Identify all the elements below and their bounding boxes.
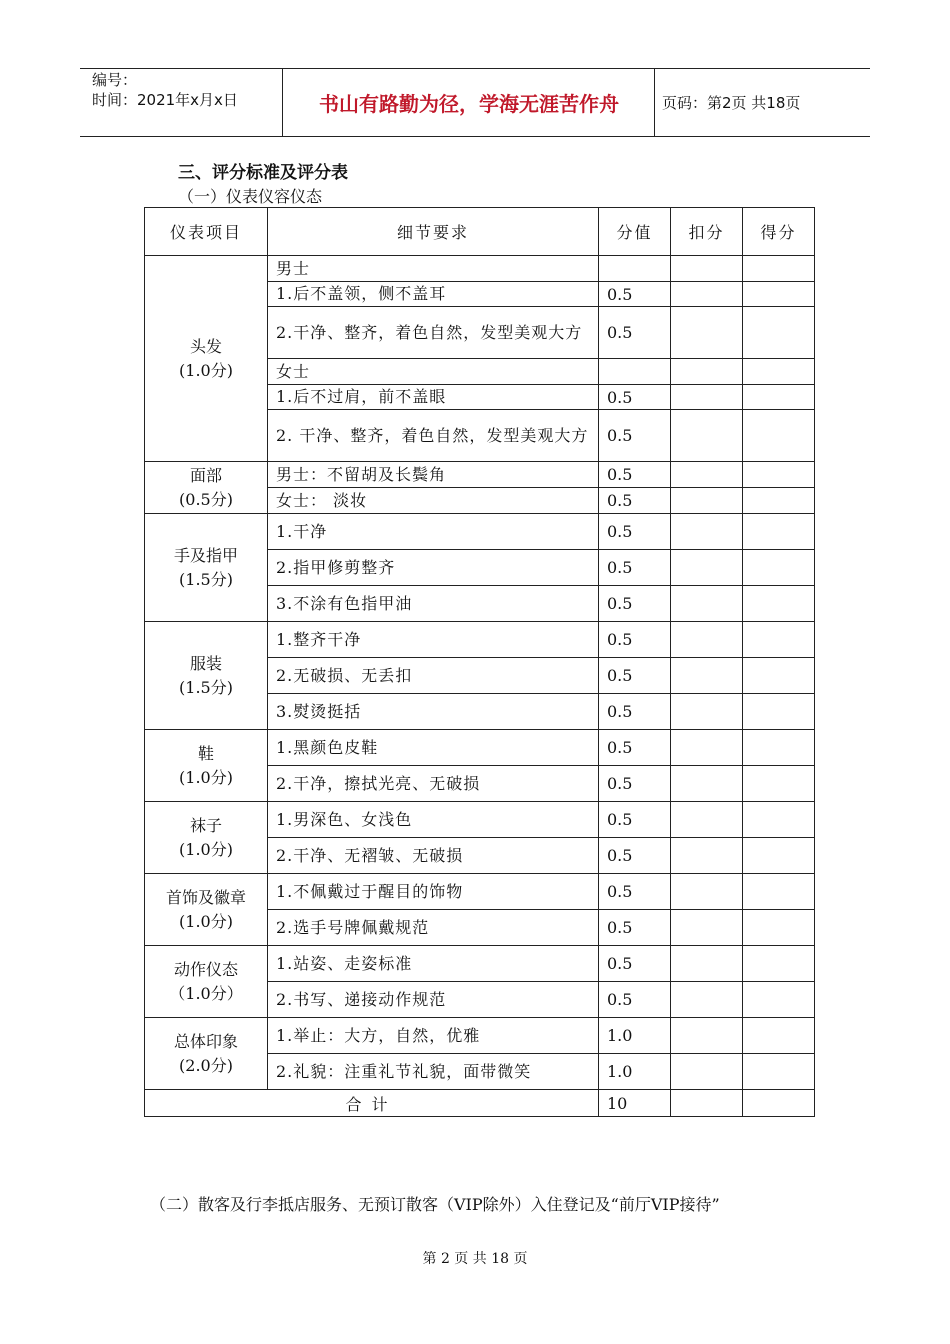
score-cell: 0.5 — [599, 307, 671, 359]
category-points: (1.0分) — [179, 360, 233, 380]
total-score: 10 — [599, 1090, 671, 1117]
detail-cell: 1.干净 — [268, 514, 599, 550]
earned-cell — [743, 694, 815, 730]
detail-cell: 女士： 淡妆 — [268, 488, 599, 514]
detail-cell: 1.后不过肩，前不盖眼 — [268, 385, 599, 410]
category-face — [145, 462, 268, 514]
category-impression — [145, 1018, 268, 1090]
score-cell: 0.5 — [599, 514, 671, 550]
deduct-cell — [671, 385, 743, 410]
deduct-cell — [671, 1054, 743, 1090]
deduct-cell — [671, 802, 743, 838]
score-cell: 0.5 — [599, 730, 671, 766]
category-name: 首饰及徽章 — [165, 887, 246, 907]
detail-cell: 2.干净，擦拭光亮、无破损 — [268, 766, 599, 802]
detail-cell: 2. 干净、整齐，着色自然，发型美观大方 — [268, 410, 599, 462]
deduct-cell — [671, 586, 743, 622]
category-points: (1.0分) — [179, 767, 233, 787]
deduct-cell — [671, 282, 743, 307]
deduct-cell — [671, 838, 743, 874]
category-accessories — [145, 874, 268, 946]
table-row — [145, 874, 815, 910]
scoring-table — [144, 207, 815, 1117]
earned-cell — [743, 359, 815, 385]
header-page-label: 页码：第2页 共18页 — [662, 94, 801, 112]
deduct-cell — [671, 256, 743, 282]
deduct-cell — [671, 1018, 743, 1054]
header-item: 仪表项目 — [145, 208, 268, 256]
category-points: (1.0分) — [179, 839, 233, 859]
deduct-cell — [671, 410, 743, 462]
earned-cell — [743, 874, 815, 910]
detail-cell: 1.站姿、走姿标准 — [268, 946, 599, 982]
detail-cell: 女士 — [268, 359, 599, 385]
header-bottom-rule — [80, 136, 870, 137]
earned-cell — [743, 946, 815, 982]
score-cell: 0.5 — [599, 766, 671, 802]
detail-cell: 1.男深色、女浅色 — [268, 802, 599, 838]
score-cell: 0.5 — [599, 946, 671, 982]
header-earned: 得分 — [743, 208, 815, 256]
score-cell — [599, 359, 671, 385]
score-cell: 0.5 — [599, 622, 671, 658]
score-cell: 0.5 — [599, 385, 671, 410]
earned-cell — [743, 622, 815, 658]
score-cell: 0.5 — [599, 550, 671, 586]
section2-title: （二）散客及行李抵店服务、无预订散客（VIP除外）入住登记及“前厅VIP接待” — [150, 1195, 720, 1214]
category-points: (1.0分) — [179, 911, 233, 931]
earned-cell — [743, 550, 815, 586]
category-name: 头发 — [189, 336, 222, 356]
category-name: 服装 — [189, 653, 222, 673]
page-footer: 第 2 页 共 18 页 — [422, 1251, 528, 1267]
deduct-cell — [671, 730, 743, 766]
earned-cell — [743, 488, 815, 514]
category-points: （1.0分） — [169, 983, 243, 1003]
category-name: 手及指甲 — [173, 545, 238, 565]
deduct-cell — [671, 622, 743, 658]
earned-cell — [743, 1018, 815, 1054]
score-cell: 0.5 — [599, 488, 671, 514]
detail-cell: 2.干净、整齐，着色自然，发型美观大方 — [268, 307, 599, 359]
earned-cell — [743, 1090, 815, 1117]
detail-cell: 2.礼貌：注重礼节礼貌，面带微笑 — [268, 1054, 599, 1090]
deduct-cell — [671, 1090, 743, 1117]
score-cell: 0.5 — [599, 586, 671, 622]
earned-cell — [743, 514, 815, 550]
earned-cell — [743, 256, 815, 282]
earned-cell — [743, 282, 815, 307]
detail-cell: 1.整齐干净 — [268, 622, 599, 658]
deduct-cell — [671, 307, 743, 359]
subsection-title: （一）仪表仪容仪态 — [178, 187, 323, 206]
detail-cell: 2.指甲修剪整齐 — [268, 550, 599, 586]
detail-cell: 男士：不留胡及长鬓角 — [268, 462, 599, 488]
detail-cell: 2.干净、无褶皱、无破损 — [268, 838, 599, 874]
header-number-label: 编号： — [92, 71, 138, 89]
category-shoes — [145, 730, 268, 802]
table-row — [145, 514, 815, 550]
score-cell: 0.5 — [599, 802, 671, 838]
deduct-cell — [671, 946, 743, 982]
earned-cell — [743, 766, 815, 802]
category-points: (1.5分) — [179, 677, 233, 697]
earned-cell — [743, 802, 815, 838]
score-cell: 0.5 — [599, 462, 671, 488]
earned-cell — [743, 410, 815, 462]
header-meta — [92, 70, 238, 110]
score-cell: 0.5 — [599, 694, 671, 730]
table-row — [145, 462, 815, 488]
deduct-cell — [671, 658, 743, 694]
detail-cell: 1.举止：大方，自然，优雅 — [268, 1018, 599, 1054]
deduct-cell — [671, 462, 743, 488]
deduct-cell — [671, 910, 743, 946]
table-row — [145, 802, 815, 838]
section-title: 三、评分标准及评分表 — [178, 163, 348, 183]
detail-cell: 3.熨烫挺括 — [268, 694, 599, 730]
category-posture — [145, 946, 268, 1018]
table-header-row — [145, 208, 815, 256]
deduct-cell — [671, 359, 743, 385]
detail-cell: 男士 — [268, 256, 599, 282]
earned-cell — [743, 838, 815, 874]
table-row — [145, 622, 815, 658]
deduct-cell — [671, 874, 743, 910]
deduct-cell — [671, 488, 743, 514]
category-hair — [145, 256, 268, 462]
score-cell: 0.5 — [599, 410, 671, 462]
score-cell: 1.0 — [599, 1018, 671, 1054]
category-points: (0.5分) — [179, 489, 233, 509]
table-row — [145, 1018, 815, 1054]
total-row — [145, 1090, 815, 1117]
score-cell: 0.5 — [599, 910, 671, 946]
category-clothing — [145, 622, 268, 730]
score-cell: 0.5 — [599, 838, 671, 874]
earned-cell — [743, 385, 815, 410]
detail-cell: 1.黑颜色皮鞋 — [268, 730, 599, 766]
score-cell: 1.0 — [599, 1054, 671, 1090]
score-cell: 0.5 — [599, 282, 671, 307]
score-cell — [599, 256, 671, 282]
total-label: 合计 — [145, 1090, 599, 1117]
earned-cell — [743, 730, 815, 766]
detail-cell: 2.无破损、无丢扣 — [268, 658, 599, 694]
deduct-cell — [671, 694, 743, 730]
header-deduct: 扣分 — [671, 208, 743, 256]
deduct-cell — [671, 982, 743, 1018]
header-motto: 书山有路勤为径，学海无涯苦作舟 — [319, 91, 619, 116]
header-detail: 细节要求 — [268, 208, 599, 256]
earned-cell — [743, 982, 815, 1018]
earned-cell — [743, 910, 815, 946]
deduct-cell — [671, 550, 743, 586]
category-name: 袜子 — [189, 815, 222, 835]
category-points: (1.5分) — [179, 569, 233, 589]
category-name: 总体印象 — [173, 1031, 238, 1051]
deduct-cell — [671, 766, 743, 802]
score-cell: 0.5 — [599, 658, 671, 694]
category-hands — [145, 514, 268, 622]
earned-cell — [743, 307, 815, 359]
score-cell: 0.5 — [599, 874, 671, 910]
header-score: 分值 — [599, 208, 671, 256]
earned-cell — [743, 586, 815, 622]
earned-cell — [743, 462, 815, 488]
earned-cell — [743, 1054, 815, 1090]
category-name: 面部 — [189, 465, 222, 485]
detail-cell: 3.不涂有色指甲油 — [268, 586, 599, 622]
category-points: (2.0分) — [179, 1055, 233, 1075]
deduct-cell — [671, 514, 743, 550]
score-cell: 0.5 — [599, 982, 671, 1018]
header-time-label: 时间：2021年x月x日 — [92, 91, 238, 109]
detail-cell: 2.书写、递接动作规范 — [268, 982, 599, 1018]
category-name: 鞋 — [197, 743, 214, 763]
category-name: 动作仪态 — [173, 959, 238, 979]
category-socks — [145, 802, 268, 874]
table-row — [145, 946, 815, 982]
detail-cell: 1.不佩戴过于醒目的饰物 — [268, 874, 599, 910]
detail-cell: 1.后不盖领，侧不盖耳 — [268, 282, 599, 307]
table-row — [145, 730, 815, 766]
earned-cell — [743, 658, 815, 694]
table-row — [145, 256, 815, 282]
detail-cell: 2.选手号牌佩戴规范 — [268, 910, 599, 946]
